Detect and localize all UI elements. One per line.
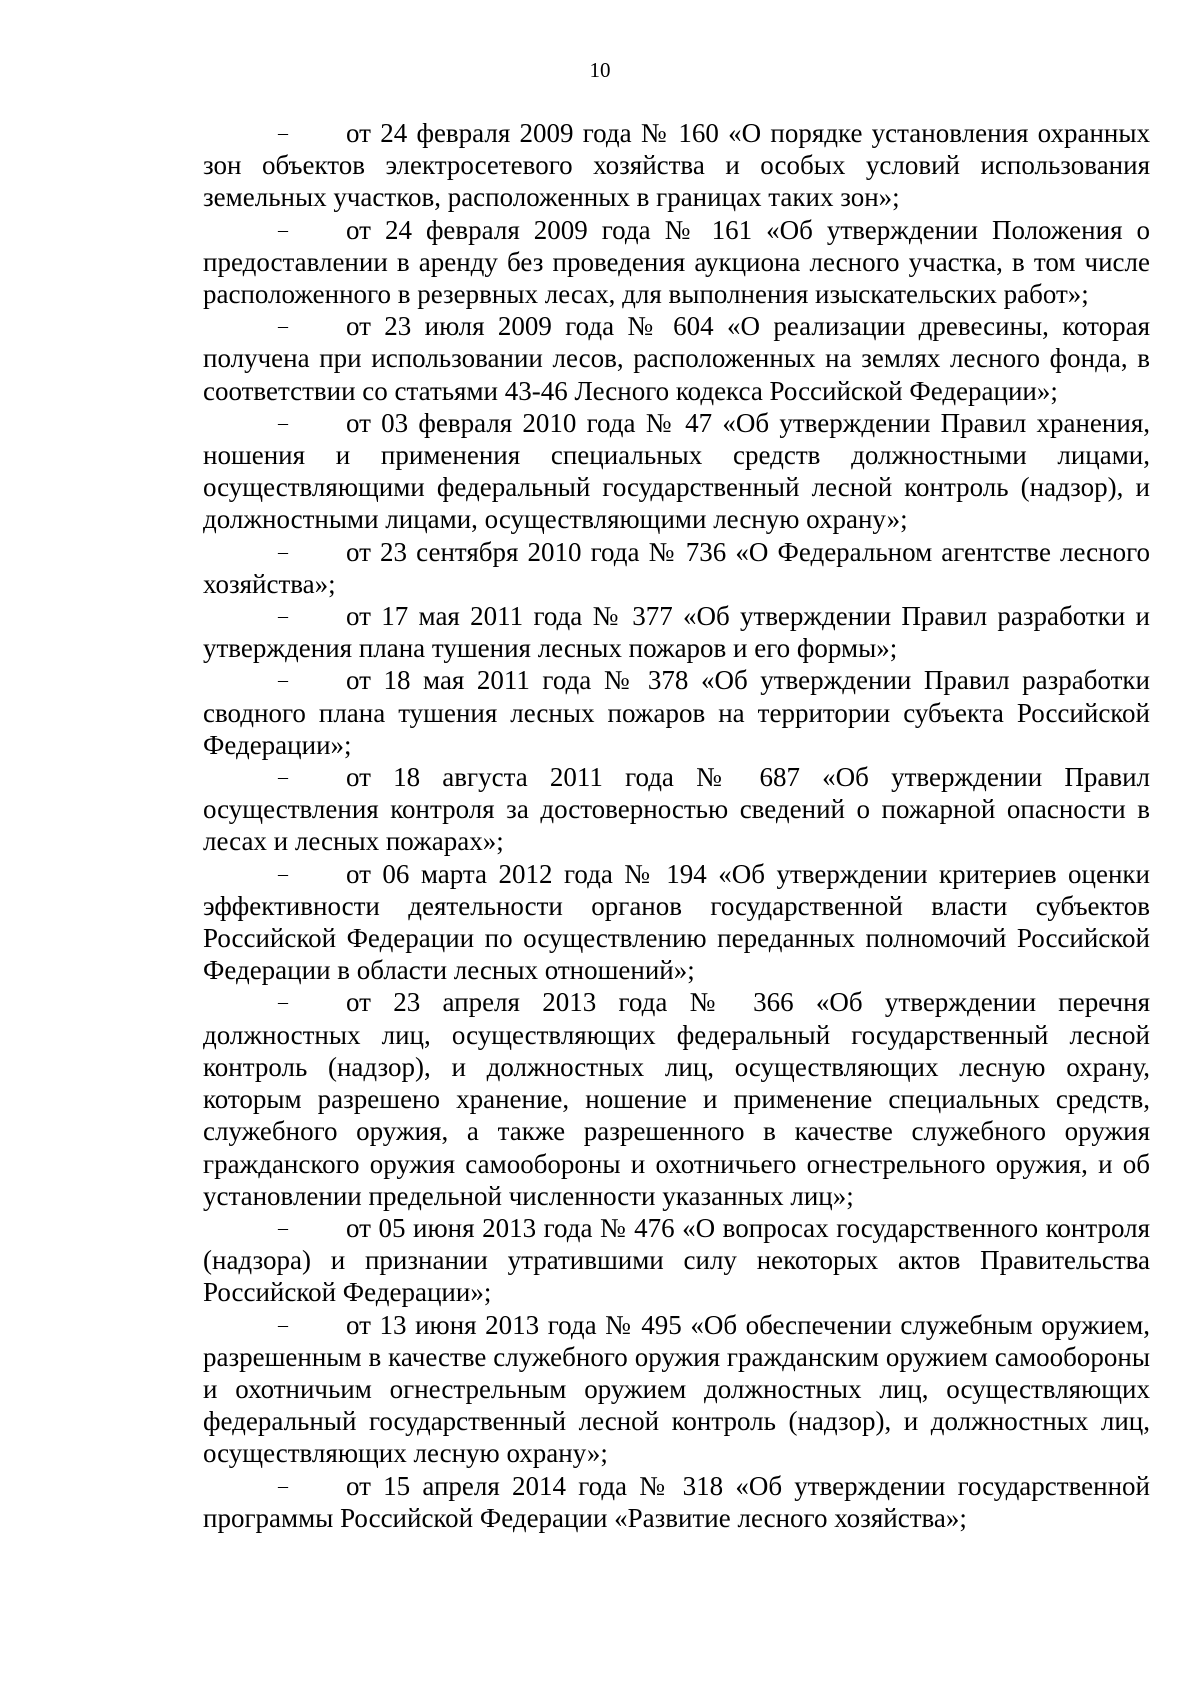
list-dash: – bbox=[278, 218, 288, 241]
list-item-text: от 05 июня 2013 года № 476 «О вопросах государственного контроля (надзора) и признании утратившими силу некоторых актов Правительства Российской Федерации»; bbox=[203, 1212, 1150, 1308]
list-item-text: от 23 сентября 2010 года № 736 «О Федеральном агентстве лесного хозяйства»; bbox=[203, 536, 1150, 599]
list-item bbox=[203, 664, 1150, 761]
list-item-text: от 17 мая 2011 года № 377 «Об утверждении Правил разработки и утверждения плана тушения лесных пожаров и его формы»; bbox=[203, 601, 1150, 664]
list-dash: – bbox=[278, 862, 288, 885]
list-item-text: от 24 февраля 2009 года № 160 «О порядке установления охранных зон объектов электросетевого хозяйства и особых условий использования земельных участков, расположенных в границах таких зон»; bbox=[203, 118, 1150, 213]
list-item bbox=[203, 858, 1150, 987]
list-item bbox=[203, 407, 1150, 536]
list-item bbox=[203, 1212, 1150, 1309]
list-item bbox=[203, 117, 1150, 214]
list-item bbox=[203, 214, 1150, 311]
list-dash: – bbox=[278, 991, 288, 1014]
list-dash: – bbox=[278, 1216, 288, 1239]
list-item-text: от 15 апреля 2014 года № 318 «Об утверждении государственной программы Российской Федерации «Развитие лесного хозяйства»; bbox=[203, 1470, 1150, 1533]
list-dash: – bbox=[278, 605, 288, 628]
list-dash: – bbox=[278, 122, 288, 144]
list-item bbox=[203, 1470, 1150, 1534]
list-item-text: от 18 мая 2011 года № 378 «Об утверждении Правил разработки сводного плана тушения лесных пожаров на территории субъекта Российской Федерации»; bbox=[203, 665, 1150, 760]
list-item bbox=[203, 986, 1150, 1211]
document-body bbox=[203, 117, 1150, 1534]
list-item bbox=[203, 536, 1150, 600]
list-item-text: от 03 февраля 2010 года № 47 «Об утверждении Правил хранения, ношения и применения специальных средств должностными лицами, осуществляющими федеральный государственный лесной контроль (надзор), и должностными лицами, осуществляющими лесную охрану»; bbox=[203, 407, 1150, 535]
list-item-text: от 13 июня 2013 года № 495 «Об обеспечении служебным оружием, разрешенным в качестве служебного оружия гражданским оружием самообороны и охотничьим огнестрельным оружием должностных лиц, осуществляющих федеральный государственный лесной контроль (надзор), и должностных лиц, осуществляющих лесную охрану»; bbox=[203, 1309, 1150, 1469]
list-dash: – bbox=[278, 1474, 288, 1497]
list-dash: – bbox=[278, 315, 288, 338]
list-dash: – bbox=[278, 669, 288, 692]
list-item bbox=[203, 310, 1150, 407]
list-item-text: от 24 февраля 2009 года № 161 «Об утверждении Положения о предоставлении в аренду без проведения аукциона лесного участка, в том числе расположенного в резервных лесах, для выполнения изыскательских работ»; bbox=[203, 214, 1150, 310]
list-dash: – bbox=[278, 766, 288, 789]
list-item-text: от 23 апреля 2013 года № 366 «Об утверждении перечня должностных лиц, осуществляющих федеральный государственный лесной контроль (надзор), и должностных лиц, осуществляющих лесную охрану, которым разрешено хранение, ношение и применение специальных средств, служебного оружия, а также разрешенного в качестве служебного оружия гражданского оружия самообороны и охотничьего огнестрельного оружия, и об установлении предельной численности указанных лиц»; bbox=[203, 987, 1150, 1211]
list-item bbox=[203, 1309, 1150, 1470]
list-dash: – bbox=[278, 1313, 288, 1336]
page-number: 10 bbox=[589, 58, 611, 82]
list-item-text: от 06 марта 2012 года № 194 «Об утверждении критериев оценки эффективности деятельности органов государственной власти субъектов Российской Федерации по осуществлению переданных полномочий Российской Федерации в области лесных отношений»; bbox=[203, 858, 1150, 986]
list-item bbox=[203, 761, 1150, 858]
list-item bbox=[203, 600, 1150, 664]
list-item-text: от 23 июля 2009 года № 604 «О реализации древесины, которая получена при использовании лесов, расположенных на землях лесного фонда, в соответствии со статьями 43-46 Лесного кодекса Российской Федерации»; bbox=[203, 311, 1150, 406]
list-dash: – bbox=[278, 411, 288, 434]
list-dash: – bbox=[278, 540, 288, 563]
list-item-text: от 18 августа 2011 года № 687 «Об утверждении Правил осуществления контроля за достоверностью сведений о пожарной опасности в лесах и лесных пожарах»; bbox=[203, 762, 1150, 857]
